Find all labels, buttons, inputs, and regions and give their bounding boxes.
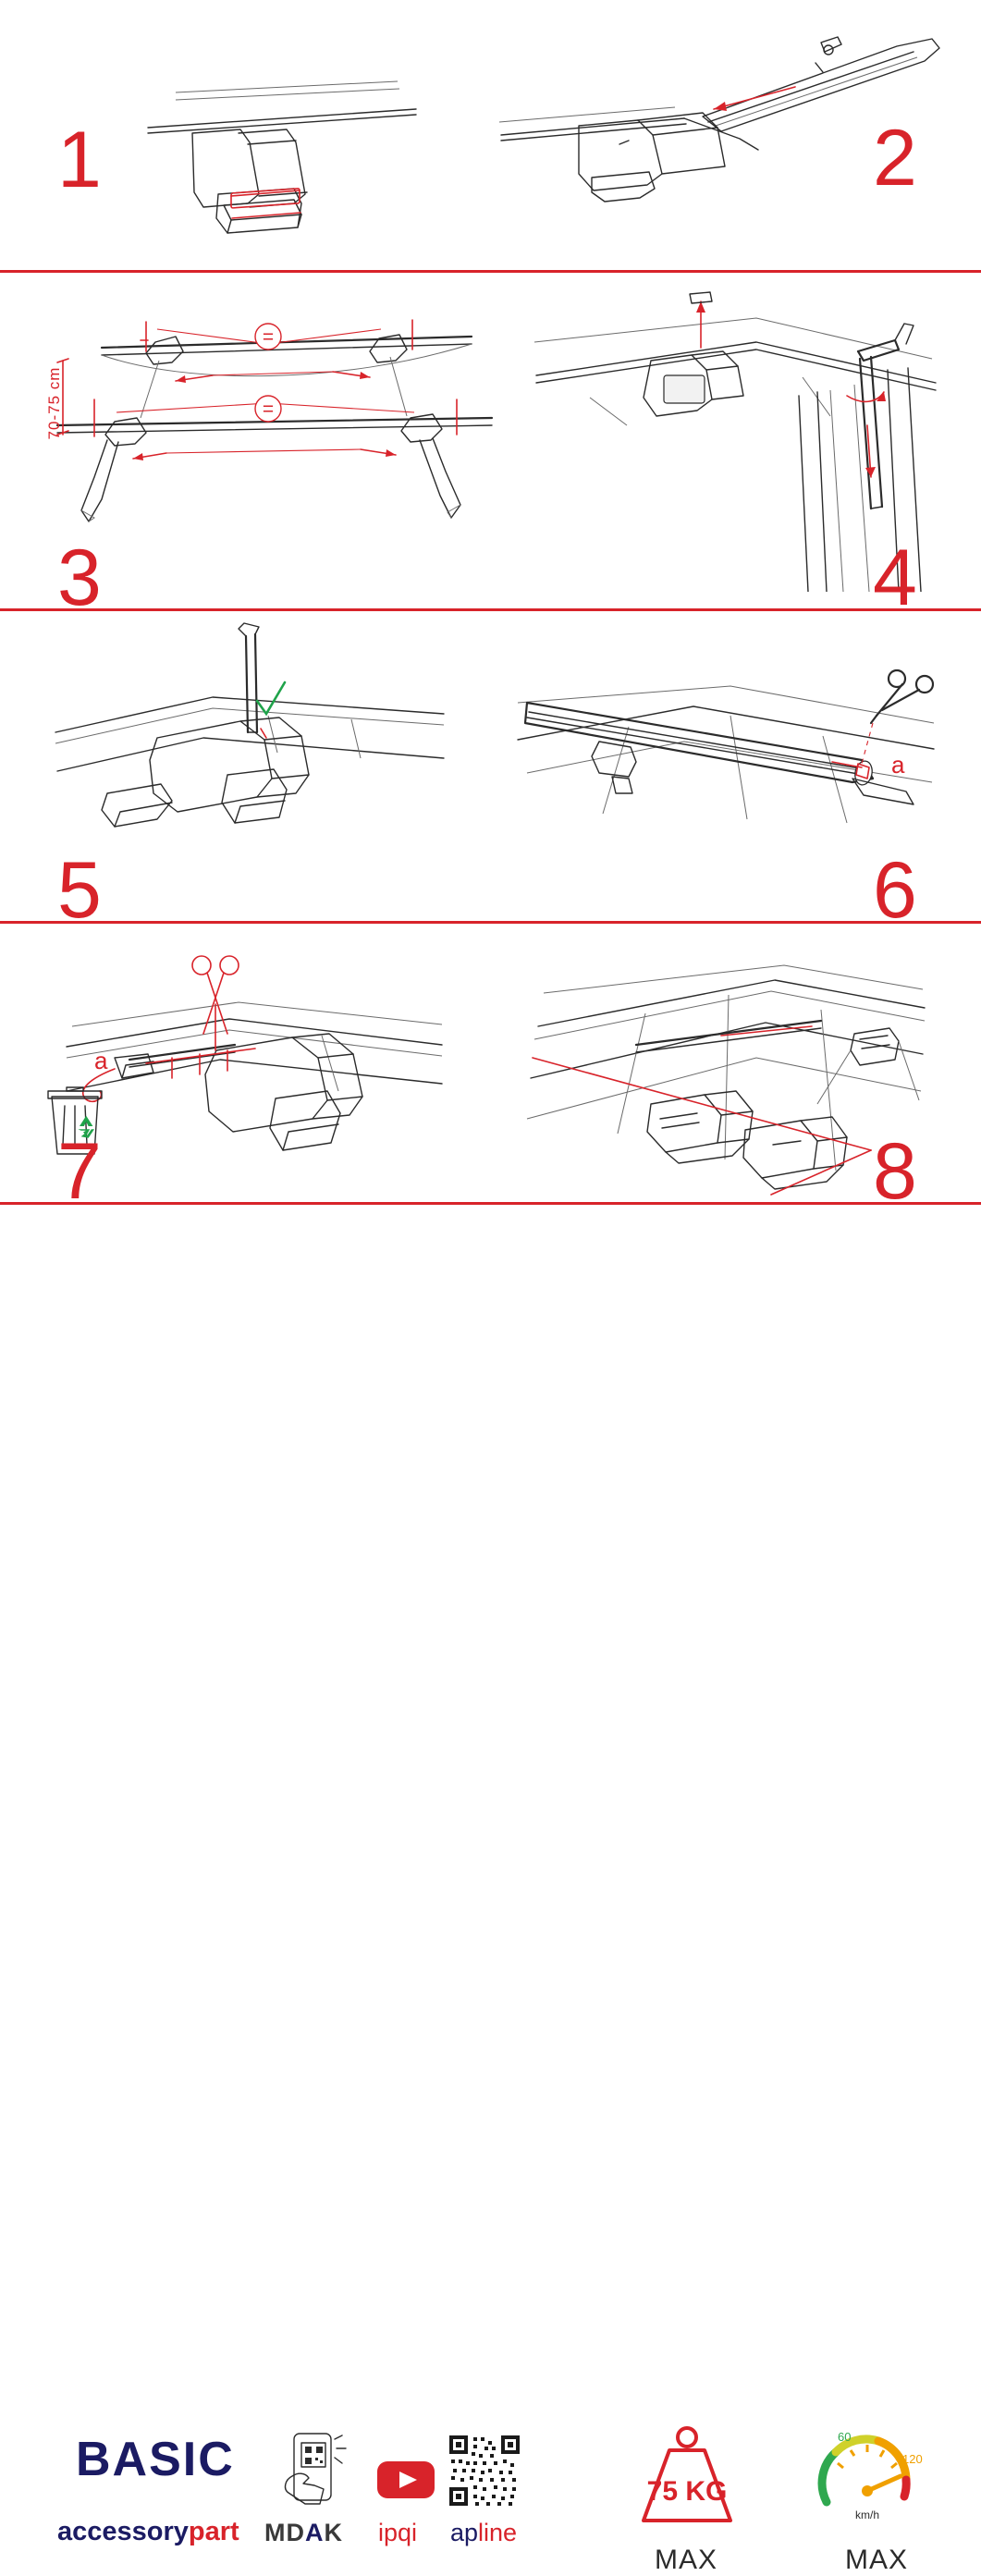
youtube-icon bbox=[375, 2458, 436, 2502]
step-number-7: 7 bbox=[57, 1127, 102, 1216]
speed-limit-icon-group bbox=[810, 2423, 926, 2538]
step-5-illustration bbox=[46, 621, 453, 862]
step-7-illustration bbox=[44, 934, 451, 1193]
qr-scan-hand-logo bbox=[277, 2432, 357, 2520]
step-1-illustration bbox=[139, 55, 425, 240]
scissors-icon bbox=[871, 670, 933, 723]
qr-code-icon bbox=[448, 2434, 521, 2508]
divider-1 bbox=[0, 270, 981, 273]
apline-part1: ap bbox=[450, 2519, 479, 2546]
qr-code-logo[interactable] bbox=[448, 2434, 521, 2512]
speed-limit-label: MAX bbox=[845, 2545, 909, 2575]
step-number-3: 3 bbox=[57, 534, 102, 622]
step-6-label-a: a bbox=[891, 751, 905, 779]
gauge-tick-120: 120 bbox=[902, 2452, 923, 2466]
gauge-tick-60: 60 bbox=[838, 2430, 852, 2444]
apline-caption bbox=[450, 2519, 517, 2547]
mdak-part1: MD bbox=[264, 2519, 305, 2546]
youtube-logo[interactable] bbox=[375, 2458, 436, 2507]
brand-title: BASIC bbox=[76, 2433, 235, 2486]
brand-name-part1: accessory bbox=[57, 2517, 189, 2546]
brand-name-part2: part bbox=[188, 2517, 239, 2546]
weight-icon bbox=[627, 2424, 747, 2532]
step-number-2: 2 bbox=[873, 114, 917, 202]
load-limit-icon-group bbox=[627, 2424, 747, 2536]
qr-scan-hand-icon bbox=[286, 2434, 346, 2504]
step-6-illustration bbox=[499, 638, 943, 869]
step-number-8: 8 bbox=[873, 1127, 917, 1216]
step-7-label-a: a bbox=[94, 1047, 108, 1074]
apline-part2: line bbox=[478, 2519, 518, 2546]
load-limit-value: 75 KG bbox=[646, 2476, 728, 2507]
mdak-part2: K bbox=[324, 2519, 343, 2546]
footer bbox=[0, 1202, 981, 2575]
mdak-letter: A bbox=[305, 2519, 325, 2546]
ipqi-caption: ipqi bbox=[378, 2519, 418, 2546]
step-3-distance-label: 70-75 cm bbox=[45, 366, 63, 440]
step-3-illustration bbox=[37, 296, 518, 536]
mdak-caption bbox=[264, 2519, 343, 2547]
speed-unit: km/h bbox=[854, 2509, 880, 2521]
speedometer-icon bbox=[810, 2423, 926, 2533]
step-number-1: 1 bbox=[57, 116, 102, 204]
divider-2 bbox=[0, 608, 981, 611]
load-limit-label: MAX bbox=[655, 2545, 718, 2575]
svg-text:=: = bbox=[262, 326, 275, 348]
step-number-5: 5 bbox=[57, 846, 102, 935]
step-number-4: 4 bbox=[873, 534, 917, 622]
brand-name bbox=[57, 2517, 239, 2547]
step-number-6: 6 bbox=[873, 846, 917, 935]
divider-3 bbox=[0, 921, 981, 924]
svg-text:=: = bbox=[262, 399, 275, 420]
